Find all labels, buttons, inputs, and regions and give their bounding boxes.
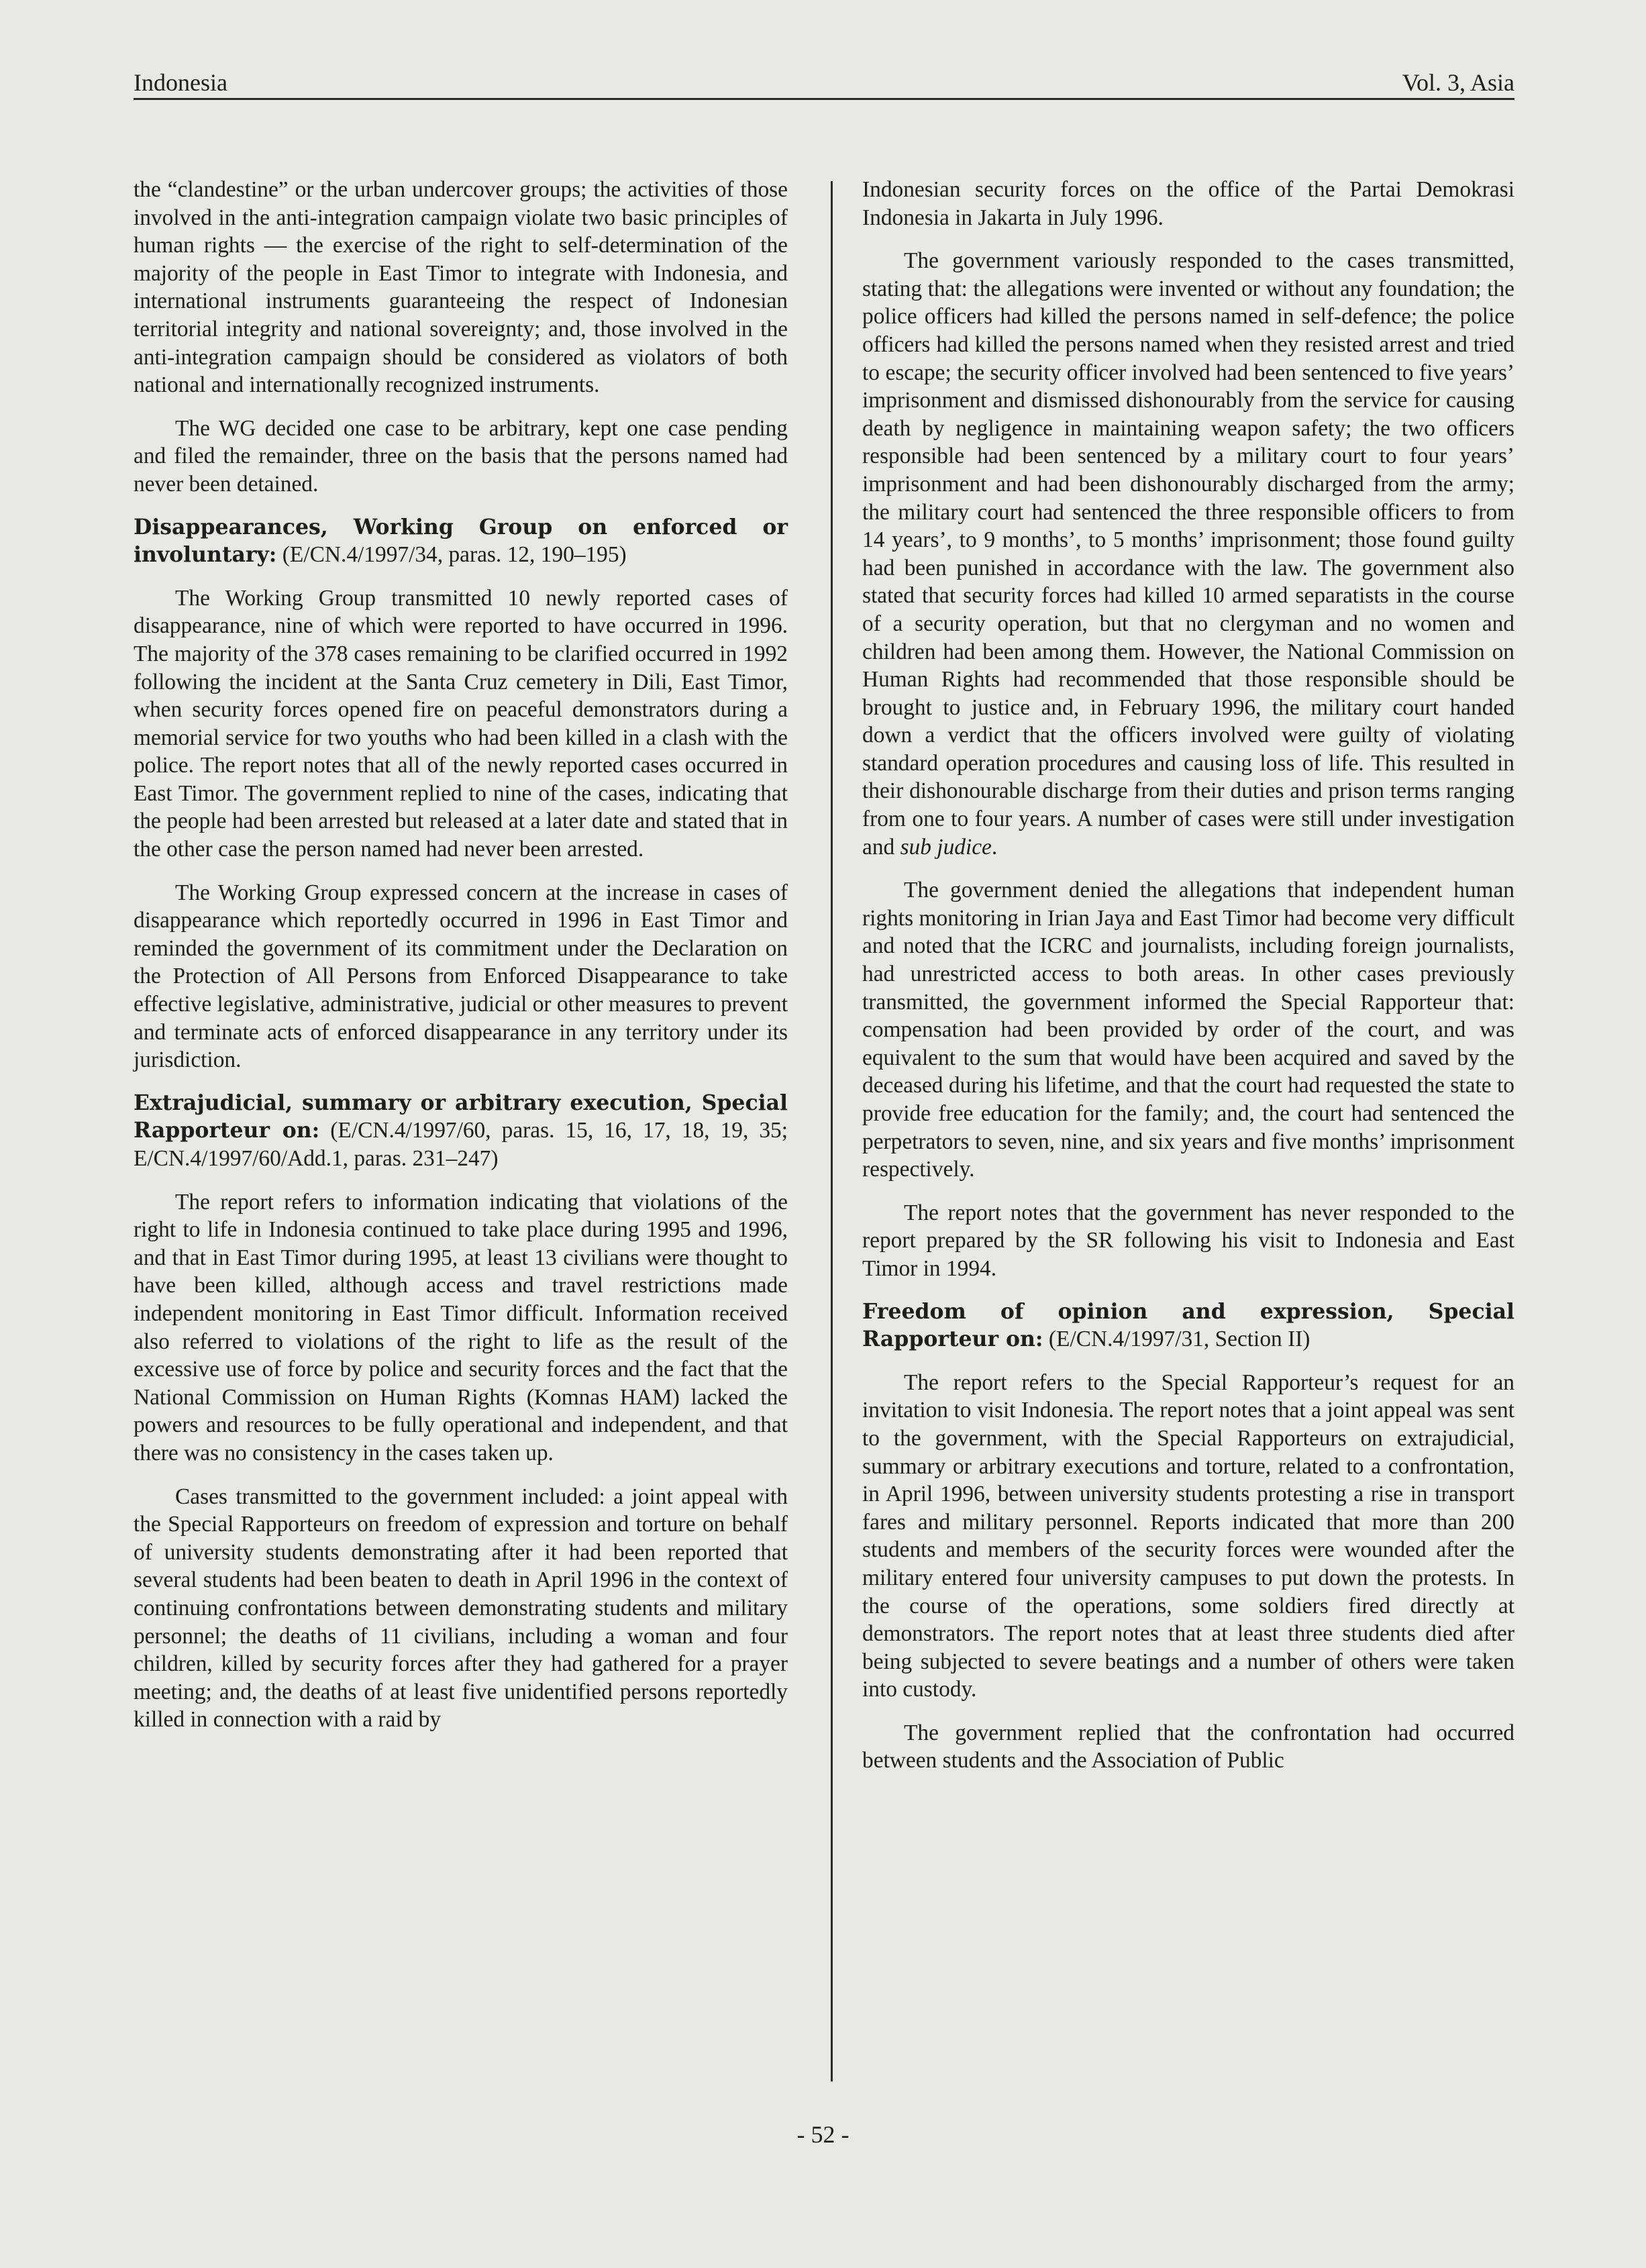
paragraph-body: The government variously responded to the cases transmitted, stating that: the allegations were invented or without any foundation; the police officers had killed the persons named in self-defence; the police officers had killed the persons named when they resisted arrest and tried to escape; the security officer involved had been sentenced to five years’ imprisonment and dismissed dishonourably from the service for causing death by negligence in maintaining weapon safety; the two officers responsible had been sentenced by a military court to four years’ imprisonment and had been dishonourably discharged from the army; the military court had sentenced the three responsible officers to from 14 years’, to 9 months’, to 5 months’ imprisonment; those found guilty had been punished in accordance with the law. The government also stated that security forces had killed 10 armed separatists in the course of a security operation, but that no clergyman and no women and children had been among them. However, the National Commission on Human Rights had recommended that those responsible should be brought to justice and, in February 1996, the military court handed down a verdict that the officers involved were guilty of violating standard operation procedures and causing loss of life. This resulted in their dishonourable discharge from their duties and prison terms ranging from one to four years. A number of cases were still under investigation and <box>862 248 1514 860</box>
heading-title: Freedom of opinion and expression, Special Rapporteur on: <box>862 1298 1514 1352</box>
paragraph <box>862 247 1514 861</box>
left-column <box>134 176 788 1734</box>
header-volume: Vol. 3, Asia <box>1402 69 1514 96</box>
section-heading-extrajudicial <box>134 1089 788 1173</box>
paragraph-end: . <box>991 834 998 860</box>
heading-title: Extrajudicial, summary or arbitrary execution, Special Rapporteur on: <box>134 1090 788 1143</box>
paragraph: The Working Group expressed concern at the increase in cases of disappearance which reportedly occurred in 1996 in East Timor and reminded the government of its commitment under the Declaration on the Protection of All Persons from Enforced Disappearance to take effective legislative, administrative, judicial or other measures to prevent and terminate acts of enforced disappearance in any territory under its jurisdiction. <box>134 880 788 1073</box>
paragraph: The Working Group transmitted 10 newly reported cases of disappearance, nine of which were reported to have occurred in 1996. The majority of the 378 cases remaining to be clarified occurred in 1992 following the incident at the Santa Cruz cemetery in Dili, East Timor, when security forces opened fire on peaceful demonstrators during a memorial service for two youths who had been killed in a clash with the police. The report notes that all of the newly reported cases occurred in East Timor. The government replied to nine of the cases, indicating that the people had been arrested but released at a later date and stated that in the other case the person named had never been arrested. <box>134 585 788 862</box>
section-heading-freedom-of-opinion <box>862 1298 1514 1353</box>
section-heading-disappearances <box>134 513 788 569</box>
paragraph: The WG decided one case to be arbitrary, kept one case pending and filed the remainder, three on the basis that the persons named had never been detained. <box>134 415 788 497</box>
right-column <box>862 176 1514 1775</box>
paragraph: The report refers to the Special Rapporteur’s request for an invitation to visit Indonesia. The report notes that a joint appeal was sent to the government, with the Special Rapporteurs on extrajudicial, summary or arbitrary executions and torture, related to a confrontation, in April 1996, between university students protesting a rise in transport fares and military personnel. Reports indicated that more than 200 students and members of the security forces were wounded after the military entered four university campuses to put down the protests. In the course of the operations, some soldiers fired directly at demonstrators. The report notes that at least three students died after being subjected to severe beatings and a number of others were taken into custody. <box>862 1370 1514 1702</box>
heading-reference: (E/CN.4/1997/60, paras. 15, 16, 17, 18, 19, 35; E/CN.4/1997/60/Add.1, paras. 231–247) <box>134 1118 788 1171</box>
paragraph: The government denied the allegations that independent human rights monitoring in Irian Jaya and East Timor had become very difficult and noted that the ICRC and journalists, including foreign journalists, had unrestricted access to both areas. In other cases previously transmitted, the government informed the Special Rapporteur that: compensation had been provided by order of the court, and was equivalent to the sum that would have been acquired and saved by the deceased during his lifetime, and that the court had requested the state to provide free education for the family; and, the court had sentenced the perpetrators to seven, nine, and six years and five months’ imprisonment respectively. <box>862 878 1514 1182</box>
column-divider <box>831 181 833 2081</box>
page-number: - 52 - <box>796 2121 850 2148</box>
heading-title: Disappearances, Working Group on enforced or involuntary: <box>134 514 788 568</box>
paragraph: the “clandestine” or the urban undercover groups; the activities of those involved in the anti-integration campaign violate two basic principles of human rights — the exercise of the right to self-determination of the majority of the people in East Timor to integrate with Indonesia, and international instruments guaranteeing the respect of Indonesian territorial integrity and national sovereignty; and, those involved in the anti-integration campaign should be considered as violators of both national and internationally recognized instruments. <box>134 177 788 398</box>
italic-term: sub judice <box>900 834 992 860</box>
paragraph: Indonesian security forces on the office of the Partai Demokrasi Indonesia in Jakarta in July 1996. <box>862 177 1514 230</box>
paragraph: The report refers to information indicating that violations of the right to life in Indonesia continued to take place during 1995 and 1996, and that in East Timor during 1995, at least 13 civilians were thought to have been killed, although access and travel restrictions made independent monitoring in East Timor difficult. Information received also referred to violations of the right to life as the result of the excessive use of force by police and security forces and the fact that the National Commission on Human Rights (Komnas HAM) lacked the powers and resources to be fully operational and independent, and that there was no consistency in the cases taken up. <box>134 1189 788 1465</box>
paragraph: The government replied that the confrontation had occurred between students and the Association of Public <box>862 1720 1514 1773</box>
paragraph: The report notes that the government has never responded to the report prepared by the SR following his visit to Indonesia and East Timor in 1994. <box>862 1200 1514 1281</box>
header-country: Indonesia <box>134 69 227 96</box>
paragraph: Cases transmitted to the government included: a joint appeal with the Special Rapporteurs on freedom of expression and torture on behalf of university students demonstrating after it had been reported that several students had been beaten to death in April 1996 in the context of continuing confrontations between demonstrating students and military personnel; the deaths of 11 civilians, including a woman and four children, killed by security forces after they had gathered for a prayer meeting; and, the deaths of at least five unidentified persons reportedly killed in connection with a raid by <box>134 1484 788 1733</box>
running-header <box>134 64 1514 100</box>
heading-reference: (E/CN.4/1997/34, paras. 12, 190–195) <box>276 542 627 568</box>
heading-reference: (E/CN.4/1997/31, Section II) <box>1043 1327 1310 1352</box>
